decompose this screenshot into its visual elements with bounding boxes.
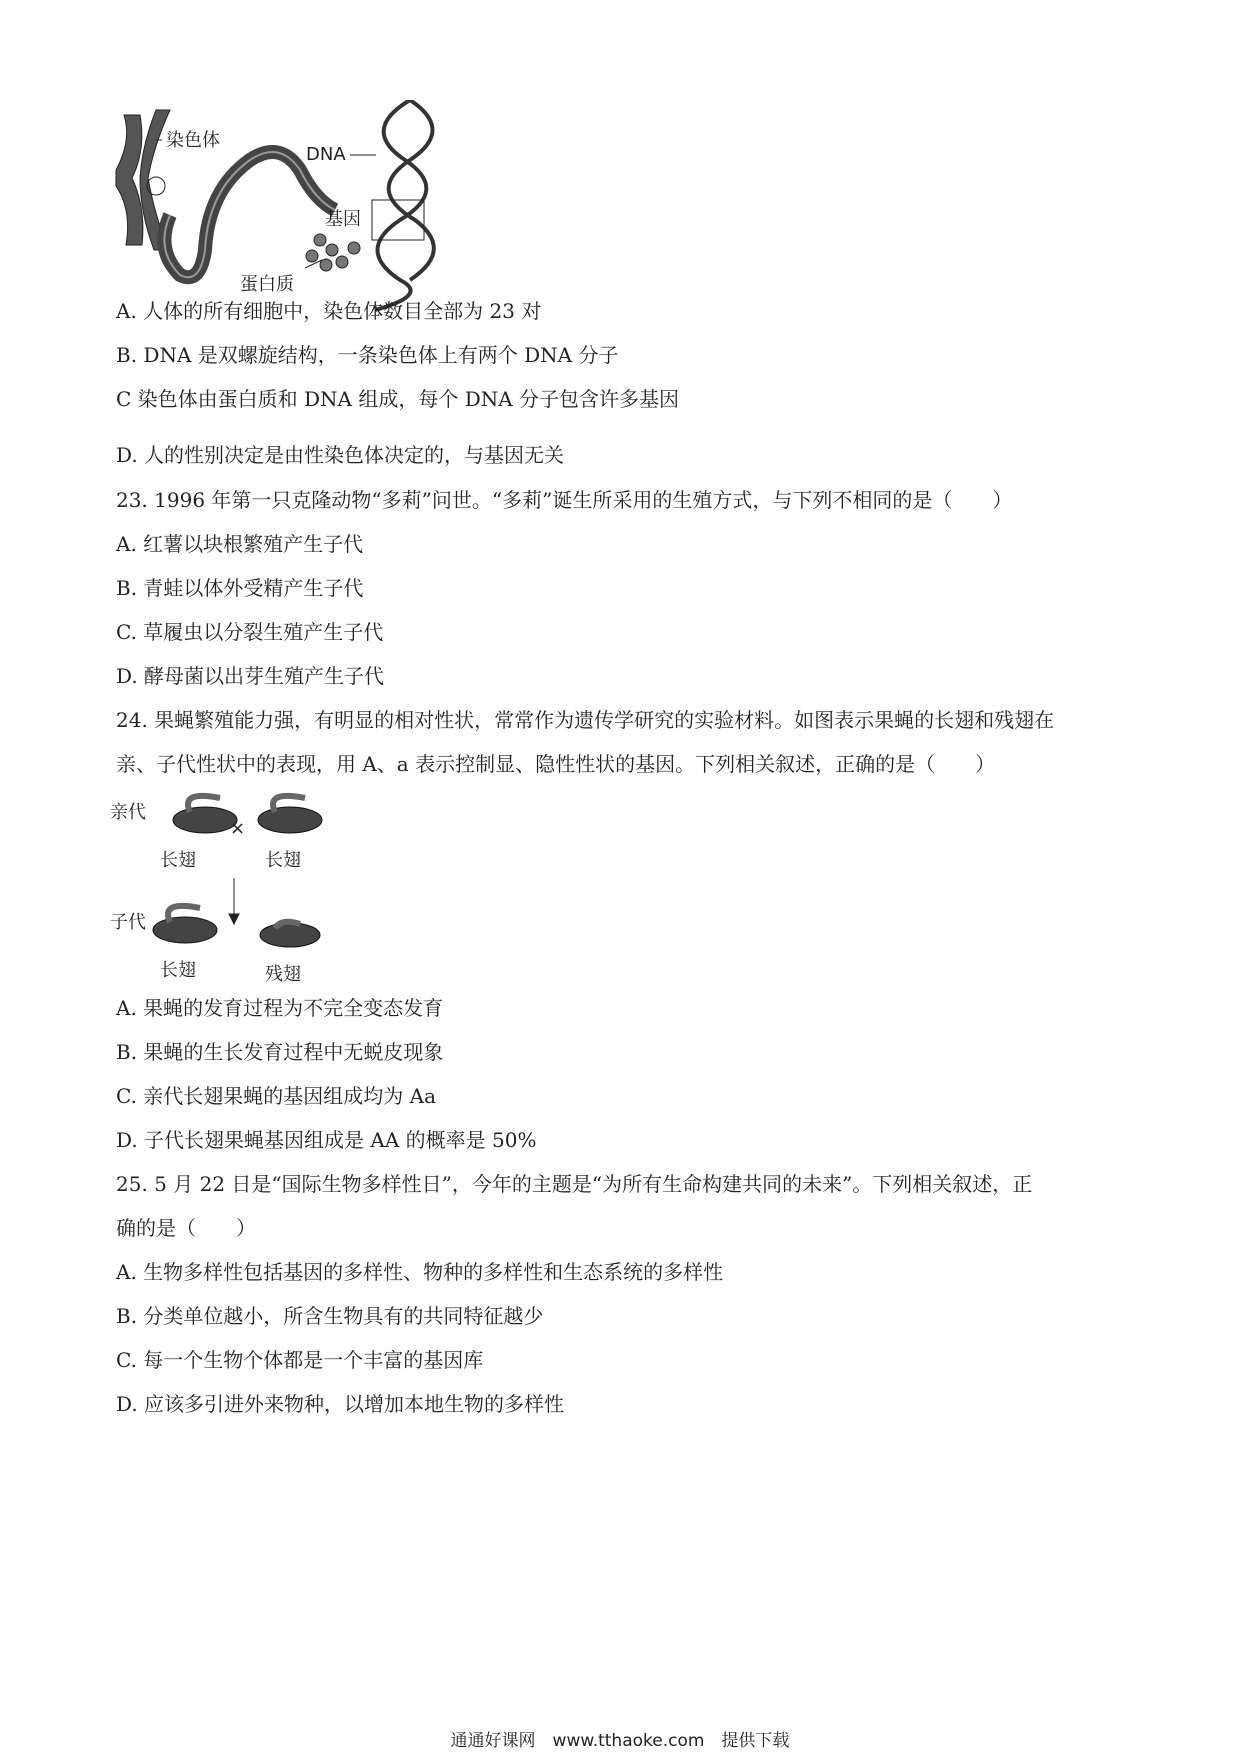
offspring-right-trait: 残翅 bbox=[265, 964, 301, 985]
q24-option-d: D. 子代长翅果蝇基因组成是 AA 的概率是 50% bbox=[116, 1128, 537, 1152]
q25-option-d: D. 应该多引进外来物种，以增加本地生物的多样性 bbox=[116, 1392, 565, 1416]
q24-option-b: B. 果蝇的生长发育过程中无蜕皮现象 bbox=[116, 1040, 444, 1064]
chromosome-label: 染色体 bbox=[166, 130, 220, 151]
q23-option-b: B. 青蛙以体外受精产生子代 bbox=[116, 576, 364, 600]
offspring-left-trait: 长翅 bbox=[160, 960, 196, 981]
q25-stem-line-2: 确的是（ ） bbox=[116, 1216, 256, 1240]
fruit-fly-cross-figure bbox=[110, 790, 380, 1000]
q22-option-a: A. 人体的所有细胞中，染色体数目全部为 23 对 bbox=[116, 299, 542, 323]
q23-option-a: A. 红薯以块根繁殖产生子代 bbox=[116, 532, 364, 556]
protein-label: 蛋白质 bbox=[240, 274, 294, 295]
page-footer: 通通好课网 www.tthaoke.com 提供下载 bbox=[450, 1731, 790, 1751]
parent-left-trait: 长翅 bbox=[160, 850, 196, 871]
offspring-generation-label: 子代 bbox=[110, 912, 146, 933]
q23-option-d: D. 酵母菌以出芽生殖产生子代 bbox=[116, 664, 385, 688]
q25-option-b: B. 分类单位越小，所含生物具有的共同特征越少 bbox=[116, 1304, 544, 1328]
dna-helix-drawing bbox=[375, 100, 434, 310]
cross-symbol: × bbox=[230, 818, 246, 839]
parent-generation-label: 亲代 bbox=[110, 802, 146, 823]
q25-stem-line-1: 25. 5 月 22 日是“国际生物多样性日”，今年的主题是“为所有生命构建共同的未来”。下列相关叙述，正 bbox=[116, 1172, 1033, 1196]
q24-stem-line-1: 24. 果蝇繁殖能力强，有明显的相对性状，常常作为遗传学研究的实验材料。如图表示果蝇的长翅和残翅在 bbox=[116, 708, 1055, 732]
generation-arrow bbox=[229, 878, 239, 924]
q22-option-c: C 染色体由蛋白质和 DNA 组成，每个 DNA 分子包含许多基因 bbox=[116, 387, 680, 411]
q23-stem: 23. 1996 年第一只克隆动物“多莉”问世。“多莉”诞生所采用的生殖方式，与下列不相同的是（ ） bbox=[116, 488, 1013, 512]
protein-beads bbox=[306, 234, 360, 271]
offspring-fly-left bbox=[153, 906, 217, 943]
q24-option-c: C. 亲代长翅果蝇的基因组成均为 Aa bbox=[116, 1084, 437, 1108]
q23-option-c: C. 草履虫以分裂生殖产生子代 bbox=[116, 620, 384, 644]
parent-fly-left bbox=[173, 796, 237, 833]
q24-option-a: A. 果蝇的发育过程为不完全变态发育 bbox=[116, 996, 444, 1020]
q22-option-b: B. DNA 是双螺旋结构，一条染色体上有两个 DNA 分子 bbox=[116, 343, 619, 367]
offspring-fly-right bbox=[260, 922, 320, 947]
dna-label: DNA bbox=[306, 144, 346, 165]
q25-option-a: A. 生物多样性包括基因的多样性、物种的多样性和生态系统的多样性 bbox=[116, 1260, 724, 1284]
q25-option-c: C. 每一个生物个体都是一个丰富的基因库 bbox=[116, 1348, 484, 1372]
q22-option-d: D. 人的性别决定是由性染色体决定的，与基因无关 bbox=[116, 443, 565, 467]
q24-stem-line-2: 亲、子代性状中的表现，用 A、a 表示控制显、隐性性状的基因。下列相关叙述，正确的是（ ） bbox=[116, 752, 996, 776]
parent-right-trait: 长翅 bbox=[265, 850, 301, 871]
gene-label: 基因 bbox=[325, 209, 361, 230]
parent-fly-right bbox=[258, 796, 322, 833]
chromosome-dna-figure bbox=[110, 100, 480, 315]
